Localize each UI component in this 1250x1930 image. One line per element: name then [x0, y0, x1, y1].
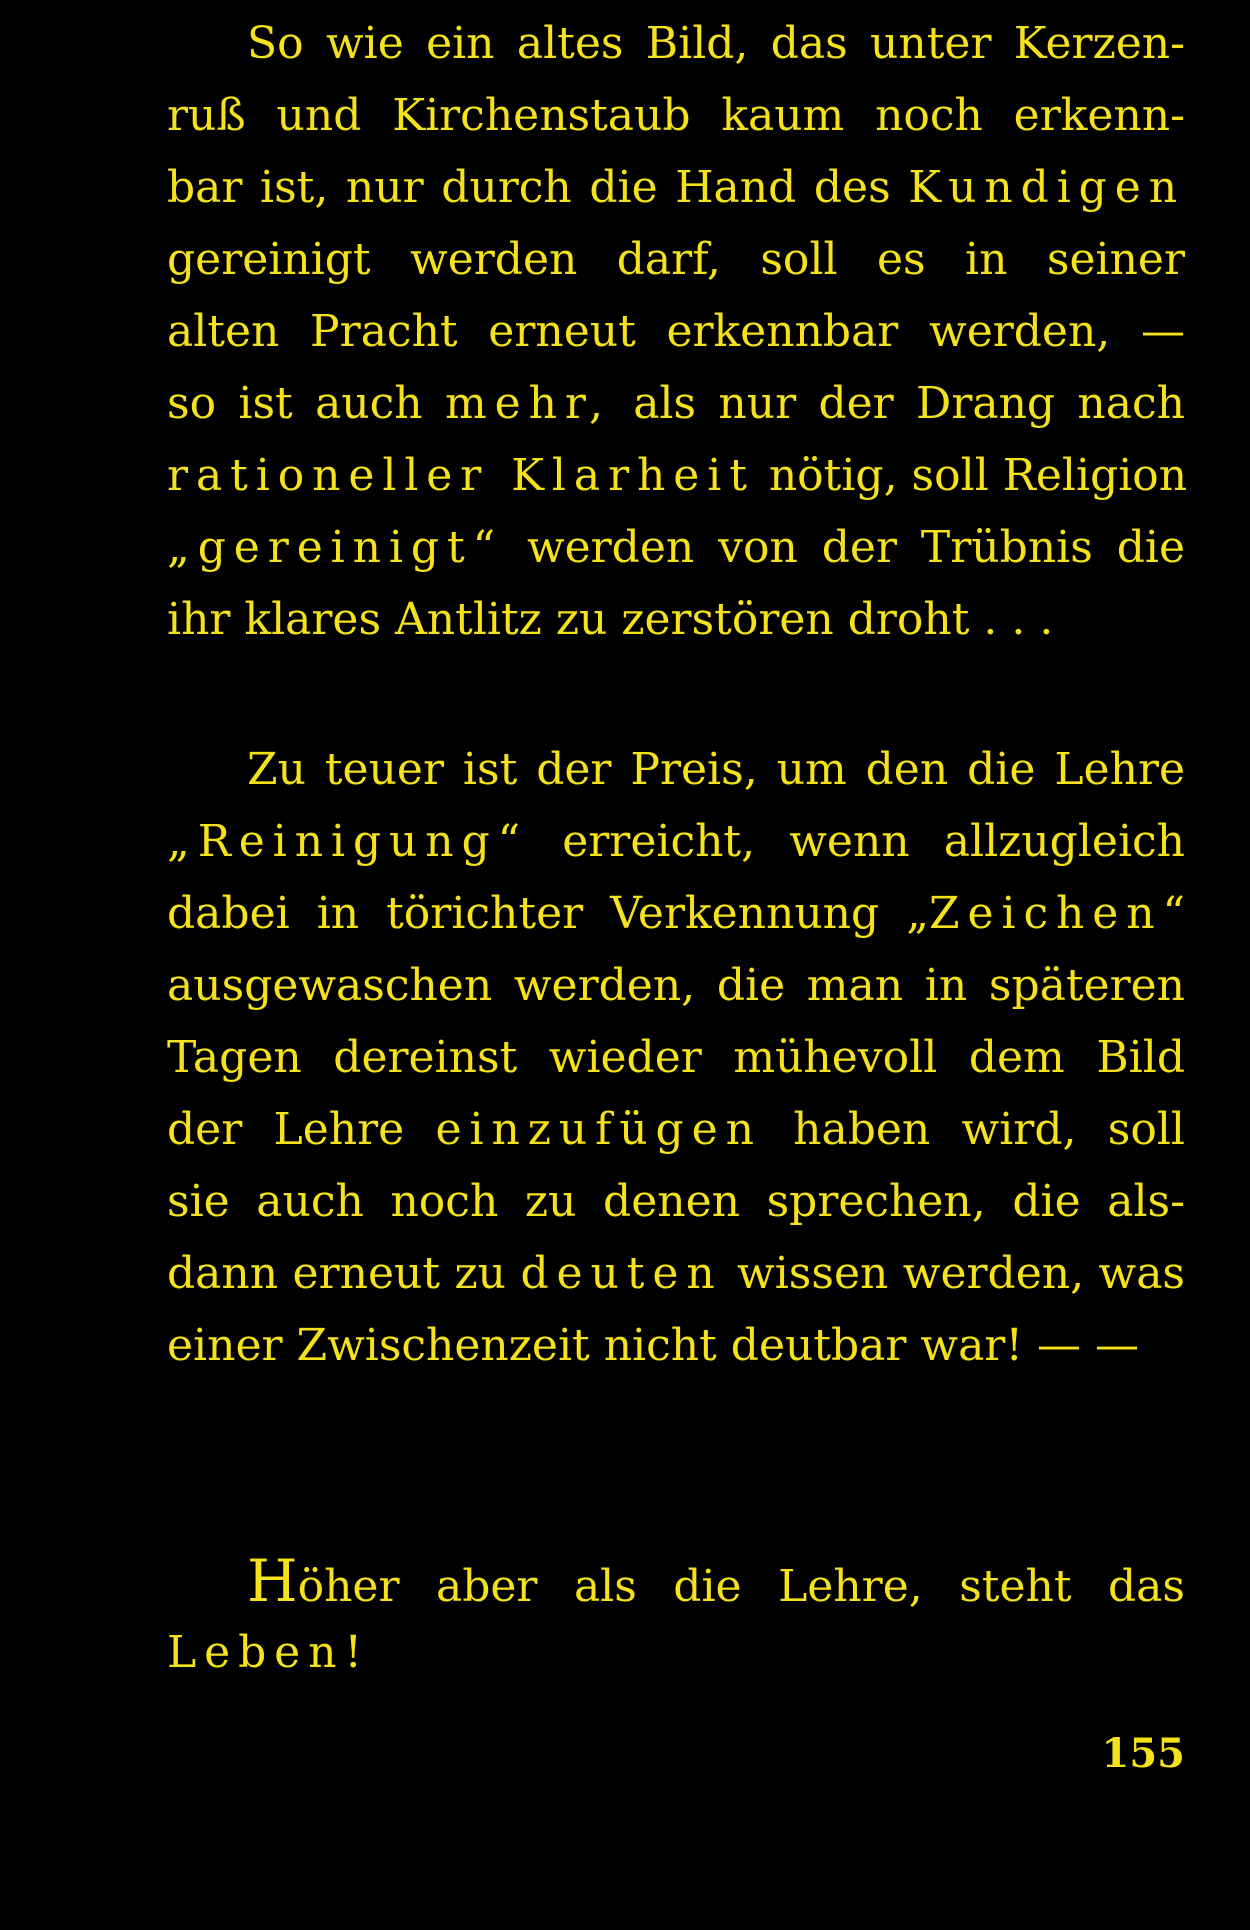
text-segment: werden von der Trübnis die: [503, 522, 1185, 573]
text-line: Leben!: [167, 1627, 371, 1678]
spaced-emphasis: „gereinigt“: [167, 522, 504, 573]
paragraph-2: [167, 734, 1185, 1382]
text-segment: erreicht, wenn allzugleich: [528, 816, 1185, 867]
spaced-emphasis: „Reinigung“: [167, 816, 529, 867]
page-number: 155: [1101, 1730, 1185, 1777]
text-segment: öher aber als die Lehre, steht das: [297, 1561, 1185, 1612]
text-line: [167, 1238, 1185, 1310]
text-line: [167, 1094, 1185, 1166]
text-segment: haben wird, soll: [761, 1104, 1185, 1155]
text-line: [167, 806, 1185, 878]
paragraph-1: [167, 8, 1188, 656]
text-line: einer Zwischenzeit nicht deutbar war! — —: [167, 1320, 1139, 1371]
paragraph-3: [167, 1545, 1185, 1689]
text-line: gereinigt werden darf, soll es in seiner: [167, 234, 1185, 285]
text-line: [167, 440, 1188, 512]
spaced-emphasis: Kundigen: [908, 162, 1185, 213]
spaced-emphasis: rationeller Klarheit: [167, 450, 755, 501]
spaced-emphasis: einzufügen: [435, 1104, 762, 1155]
spaced-emphasis: deuten: [520, 1248, 723, 1299]
text-line: So wie ein altes Bild, das unter Kerzen-: [247, 18, 1185, 69]
text-line: [167, 512, 1185, 584]
text-segment: dabei in törichter Verkennung „: [167, 888, 930, 939]
initial-letter: H: [247, 1547, 298, 1615]
text-line: ruß und Kirchenstaub kaum noch erkenn-: [167, 90, 1185, 141]
text-segment: bar ist, nur durch die Hand des: [167, 162, 909, 213]
text-segment: der Lehre: [167, 1104, 436, 1155]
text-line: sie auch noch zu denen sprechen, die als-: [167, 1176, 1185, 1227]
text-line: [167, 1545, 1185, 1617]
text-segment: wissen werden, was: [722, 1248, 1186, 1299]
spaced-emphasis: mehr,: [444, 378, 611, 429]
spaced-emphasis: Zeichen: [929, 888, 1163, 939]
text-segment: nötig, soll Religion: [754, 450, 1188, 501]
text-segment: als nur der Drang nach: [610, 378, 1185, 429]
text-segment: dann erneut zu: [167, 1248, 521, 1299]
text-line: [167, 878, 1185, 950]
text-line: ausgewaschen werden, die man in späteren: [167, 960, 1185, 1011]
text-segment: “: [1162, 888, 1185, 939]
text-segment: so ist auch: [167, 378, 445, 429]
text-line: Tagen dereinst wieder mühevoll dem Bild: [167, 1032, 1185, 1083]
text-line: ihr klares Antlitz zu zerstören droht . . .: [167, 594, 1054, 645]
text-line: [167, 152, 1185, 224]
text-line: alten Pracht erneut erkennbar werden, —: [167, 306, 1185, 357]
text-line: Zu teuer ist der Preis, um den die Lehre: [247, 744, 1185, 795]
text-line: [167, 368, 1185, 440]
